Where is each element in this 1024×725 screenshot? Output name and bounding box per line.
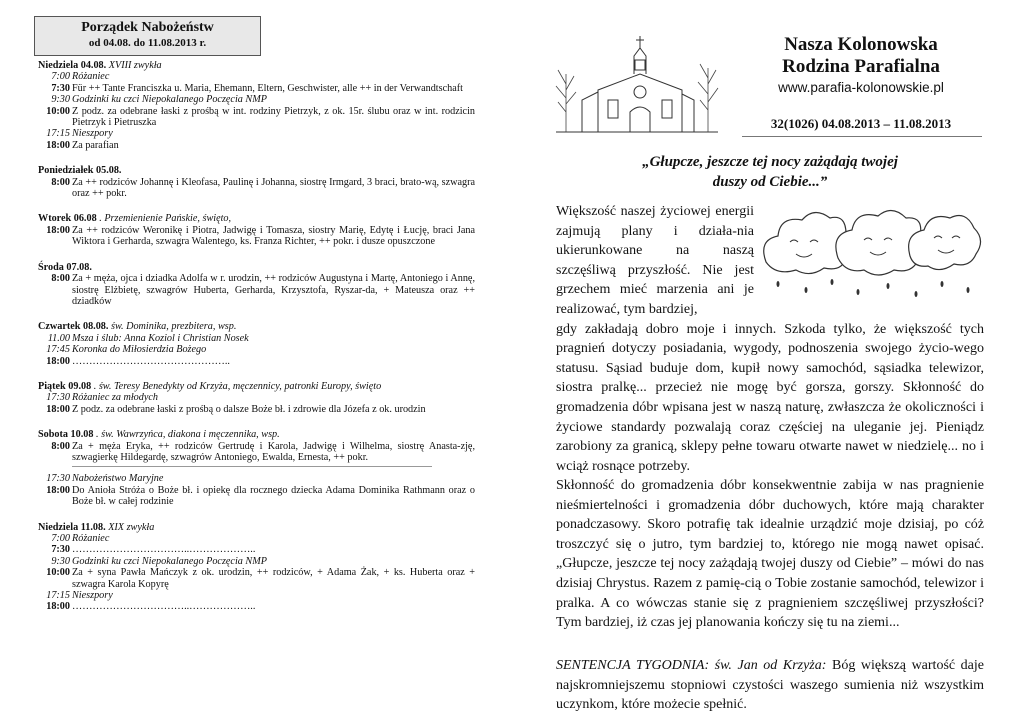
gospel-quote [556, 152, 984, 192]
mass-time: 18:00 [46, 224, 70, 236]
mass-time: 9:30 [51, 555, 70, 567]
mass-intention: Z podz. za odebrane łaski z prośbą w int. rodziny Pietrzyk, z ok. 15r. ślubu oraz w int. rodzicin Pietrzyk i Pietruszka [72, 105, 475, 129]
schedule-dates: od 04.08. do 11.08.2013 r. [88, 37, 207, 49]
mass-time: 10:00 [46, 105, 70, 117]
mass-intention: Za + męża, ojca i dziadka Adolfa w r. urodzin, ++ rodziców Augustyna i Martę, Antoniego i Annę, siostrę Elżbietę, szwagrów Huberta, Gerharda, Krzysztofa, Ryszar-da, + Mateusza oraz ++ dziadków [72, 273, 475, 307]
day-feast: św. Dominika, prezbitera, wsp. [111, 321, 237, 333]
day-feast: . św. Wawrzyńca, diakona i męczennika, wsp. [96, 429, 280, 441]
mass-entry [38, 273, 475, 307]
mass-time: 17:15 [46, 590, 70, 602]
day-heading [38, 522, 475, 533]
mass-time: 17:30 [46, 392, 70, 404]
mass-entry [38, 601, 475, 612]
mass-intention: Różaniec za młodych [72, 392, 159, 404]
mass-entry [38, 83, 475, 94]
bulletin-title-line1: Nasza Kolonowska [784, 34, 938, 55]
mass-time: 10:00 [46, 567, 70, 579]
mass-time: 7:30 [51, 544, 70, 556]
day-feast: . Przemienienie Pańskie, święto, [99, 213, 232, 225]
mass-time: 8:00 [51, 176, 70, 188]
mass-entry [38, 533, 475, 544]
mass-intention: Nieszpory [72, 128, 113, 140]
mass-intention: Za ++ rodziców Johannę i Kleofasa, Paulinę i Johanna, siostrę Irmgard, 3 braci, brato-wą, szwagra oraz ++ pokr. [72, 176, 475, 200]
mass-time: 11.00 [47, 332, 70, 344]
schedule-title: Porządek Nabożeństw [81, 20, 214, 35]
mass-entry [38, 556, 475, 567]
mass-entry [38, 356, 475, 367]
day-heading [38, 60, 475, 71]
sentence-text: Bóg większą wartość daje najskromniejszemu stopniowi czystości waszego sumienia niż wszystkim uczynkom, które możecie spełnić. [556, 658, 984, 713]
reflection-paragraph-1-rest: gdy zakładają dobro moje i innych. Szkoda tylko, że większość tych pragnień dotyczy posiadania, wygody, podnoszenia swojego życio-wego statusu. Sąsiad buduje dom, kupił nowy samochód, sąsiadka telewizor, siostra pralkę... przecież nie mogę być gorsza, gorszy. Skłonność do gromadzenia dóbr wpisana jest w naszą naturę, zwłaszcza że okoliczności i życiowe standardy pozwalają coraz częściej na uleganie jej. Pieniądz zarobiony za granicą, sklepy pełne towaru otwarte nawet w niedzielę... no i wciąż rosnące potrzeby. [556, 321, 984, 474]
mass-intention: Für ++ Tante Franciszka u. Maria, Ehemann, Eltern, Geschwister, alle ++ in der Verwandtschaft [72, 82, 463, 94]
divider [742, 136, 982, 137]
day-heading [38, 381, 475, 392]
mass-time: 18:00 [46, 355, 70, 367]
mass-entry [38, 590, 475, 601]
mass-time: 17:45 [46, 344, 70, 356]
mass-entry [38, 567, 475, 590]
mass-entry [38, 404, 475, 415]
day-feast: XVIII zwykła [108, 60, 162, 71]
mass-time: 7:00 [51, 71, 70, 83]
mass-intention: Koronka do Miłosierdzia Bożego [72, 344, 207, 356]
reflection-paragraph-1 [556, 202, 984, 476]
mass-entry [38, 544, 475, 555]
mass-time: 7:00 [51, 533, 70, 544]
mass-time: 9:30 [51, 94, 70, 106]
mass-entry [38, 128, 475, 139]
mass-intention: Nabożeństwo Maryjne [72, 473, 164, 485]
mass-entry [38, 333, 475, 344]
mass-entry [38, 485, 475, 508]
mass-entry [38, 344, 475, 355]
day-date: Czwartek 08.08. [38, 321, 109, 333]
divider [72, 466, 432, 467]
mass-time: 8:00 [51, 273, 70, 285]
mass-intention: Za + męża Eryka, ++ rodziców Gertrudę i Karola, Jadwigę i Wilhelma, siostrę Anasta-zję, szwagierkę Hildegardę, szwagrów Antoniego, Ewalda, Ernesta, ++ pokr. [72, 440, 475, 463]
mass-intention: Do Anioła Stróża o Boże bł. i opiekę dla rocznego dziecka Adama Dominika Rathmann oraz o Boże bł. w całej rodzinie [72, 484, 475, 508]
day-date: Poniedziałek 05.08. [38, 165, 122, 177]
mass-entry [38, 140, 475, 151]
schedule-header-box [34, 16, 261, 56]
sentence-label: SENTENCJA TYGODNIA: św. Jan od Krzyża: [556, 658, 827, 673]
day-heading [38, 165, 475, 176]
day-feast: . św. Teresy Benedykty od Krzyża, męczennicy, patronki Europy, święto [93, 380, 382, 392]
mass-intention: ……………………………..……………….. [72, 601, 256, 613]
reflection-paragraph-1-intro: Większość naszej życiowej energii zajmują plany i działa-nia ukierunkowane na naszą szczęśliwą przyszłość. Nie jest grzechem mieć marzenia ani je realizować, tym bardziej, [556, 204, 754, 317]
mass-intention: Godzinki ku czci Niepokalanego Poczęcia NMP [72, 555, 267, 567]
mass-intention: Za ++ rodziców Weronikę i Piotra, Jadwigę i Tomasza, siostry Marię, Edytę i Łucję, braci Jana Wiktora i Gerharda, szwagra Walentego, ks. Franza Richter, ++ pokr. i dusze opuszczone [72, 224, 475, 248]
parish-url: www.parafia-kolonowskie.pl [778, 80, 944, 95]
mass-time: 17:15 [46, 128, 70, 140]
mass-time: 18:00 [46, 139, 70, 151]
day-heading [38, 213, 475, 224]
mass-intention: Z podz. za odebrane łaski z prośbą o dalsze Boże bł. i zdrowie dla Józefa z ok. urodzin [72, 403, 426, 415]
quote-line2: duszy od Ciebie...” [712, 174, 828, 190]
mass-entry [38, 225, 475, 248]
mass-intention: ……………………………………….. [72, 355, 230, 367]
mass-time: 17:30 [46, 473, 70, 485]
issue-number: 32(1026) 04.08.2013 – 11.08.2013 [770, 116, 952, 131]
mass-schedule [38, 60, 475, 613]
mass-time: 8:00 [51, 440, 70, 452]
mass-intention: Za + syna Pawła Mańczyk z ok. urodzin, ++ rodziców, + Adama Żak, + ks. Huberta oraz + szwagra Karola Kopyrę [72, 567, 475, 590]
mass-entry [38, 392, 475, 403]
mass-time: 18:00 [46, 601, 70, 613]
mass-entry [38, 71, 475, 82]
day-heading [38, 321, 475, 332]
day-feast: XIX zwykła [108, 521, 155, 533]
mass-entry [38, 473, 475, 484]
mass-entry [38, 106, 475, 129]
day-date: Niedziela 04.08. [38, 60, 107, 71]
bulletin-title-line2: Rodzina Parafialna [782, 56, 940, 77]
mass-time: 18:00 [46, 484, 70, 496]
day-date: Niedziela 11.08. [38, 521, 106, 533]
day-date: Piątek 09.08 [38, 380, 92, 392]
mass-entry [38, 177, 475, 200]
mass-intention: Różaniec [72, 533, 110, 544]
mass-entry [38, 441, 475, 464]
reflection-paragraph-2: Skłonność do gromadzenia dóbr konsekwentnie zabija w nas pragnienie nieśmiertelności i gromadzenia dóbr duchowych, które mają charakter ponadczasowy. Skoro potrafię tak idealnie urządzić moje dzisiaj, po cóż troszczyć się o jutro, tym bardziej to, którego nie mogą nawet opisać. „Głupcze, jeszcze tej nocy zażądają twojej duszy od Ciebie” – mówi do nas dzisiaj Chrystus. Razem z pamię-cią o Tobie zostanie samochód, telewizor i pralka. A co wówczas stanie się z pragnieniem szczęśliwej przyszłości? Tym bardziej, iż czas jej planowania kończy się tu na ziemi... [556, 478, 984, 631]
day-heading [38, 262, 475, 273]
day-date: Wtorek 06.08 [38, 213, 97, 225]
church-illustration [552, 34, 722, 138]
mass-entry [38, 94, 475, 105]
mass-intention: Różaniec [72, 71, 110, 83]
mass-time: 7:30 [51, 82, 70, 94]
mass-intention: Godzinki ku czci Niepokalanego Poczęcia NMP [72, 94, 267, 106]
mass-intention: Za parafian [72, 139, 119, 151]
sentence-of-week [556, 656, 984, 715]
mass-intention: ……………………………..……………….. [72, 544, 256, 556]
mass-intention: Nieszpory [72, 590, 113, 602]
day-heading [38, 429, 475, 440]
bulletin-title [738, 34, 984, 78]
mass-time: 18:00 [46, 403, 70, 415]
day-date: Środa 07.08. [38, 261, 92, 273]
day-date: Sobota 10.08 [38, 429, 94, 441]
mass-intention: Msza i ślub: Anna Koziol i Christian Nosek [72, 332, 249, 344]
quote-line1: „Głupcze, jeszcze tej nocy zażądają twojej [642, 154, 898, 170]
